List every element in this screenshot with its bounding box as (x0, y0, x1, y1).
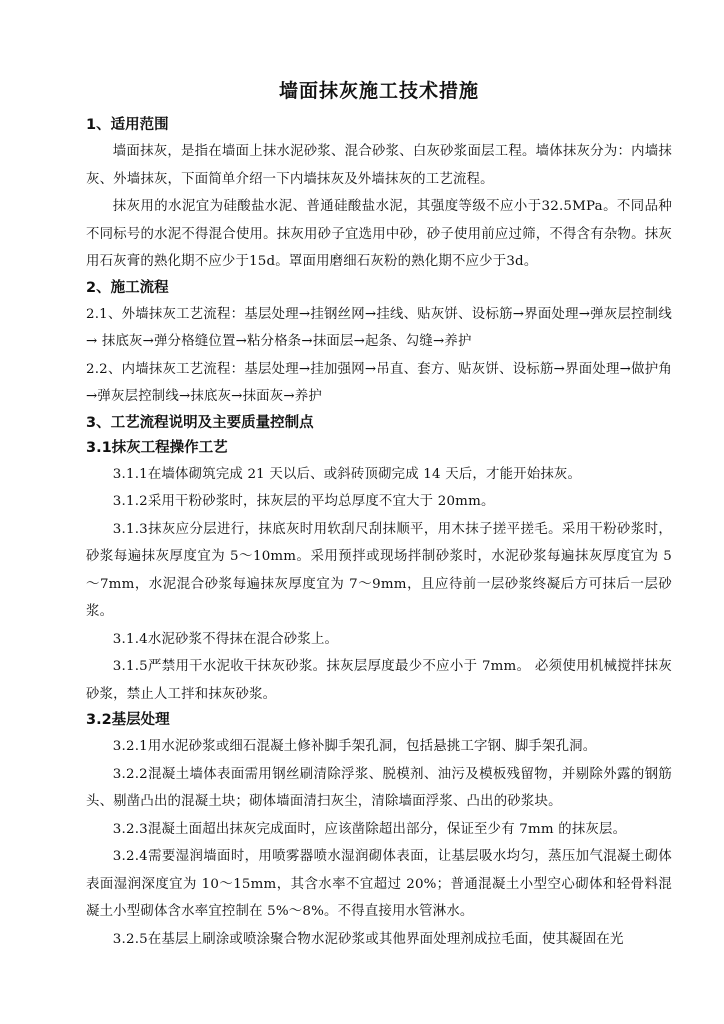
section-heading-scope: 1、适用范围 (86, 117, 169, 133)
paragraph: 墙面抹灰，是指在墙面上抹水泥砂浆、混合砂浆、白灰砂浆面层工程。墙体抹灰分为：内墙抹灰、外墙抹灰，下面简单介绍一下内墙抹灰及外墙抹灰的工艺流程。 (86, 144, 672, 187)
paragraph: 3.2.3混凝土面超出抹灰完成面时，应该凿除超出部分，保证至少有 7mm 的抹灰层。 (112, 821, 627, 837)
subsection-heading-operation: 3.1抹灰工程操作工艺 (86, 439, 228, 456)
paragraph: 3.2.2混凝土墙体表面需用钢丝刷清除浮浆、脱模剂、油污及模板残留物，并剔除外露的钢筋头、剔凿凸出的混凝土块；砌体墙面清扫灰尘，清除墙面浮浆、凸出的砂浆块。 (86, 766, 672, 809)
paragraph: 2.1、外墙抹灰工艺流程：基层处理→挂钢丝网→挂线、贴灰饼、设标筋→界面处理→弹灰层控制线→ 抹底灰→弹分格缝位置→粘分格条→抹面层→起条、勾缝→养护 (86, 306, 672, 349)
paragraph: 3.1.2采用干粉砂浆时，抹灰层的平均总厚度不宜大于 20mm。 (112, 494, 495, 509)
paragraph: 3.2.1用水泥砂浆或细石混凝土修补脚手架孔洞，包括悬挑工字钢、脚手架孔洞。 (112, 739, 597, 754)
document-title: 墙面抹灰施工技术措施 (278, 80, 479, 102)
section-heading-process: 2、施工流程 (86, 279, 169, 296)
section-heading-quality: 3、工艺流程说明及主要质量控制点 (86, 414, 314, 431)
paragraph: 抹灰用的水泥宜为硅酸盐水泥、普通硅酸盐水泥，其强度等级不应小于32.5MPa。不同品种不同标号的水泥不得混合使用。抹灰用砂子宜选用中砂，砂子使用前应过筛，不得含有杂物。抹灰用石灰膏的熟化期不应少于15d。罩面用磨细石灰粉的熟化期不应少于3d。 (86, 199, 672, 269)
paragraph: 3.1.5严禁用干水泥收干抹灰砂浆。抹灰层厚度最少不应小于 7mm。 必须使用机械搅拌抹灰砂浆，禁止人工拌和抹灰砂浆。 (86, 659, 672, 702)
paragraph: 3.1.4水泥砂浆不得抹在混合砂浆上。 (112, 631, 339, 647)
paragraph: 3.2.4需要湿润墙面时，用喷雾器喷水湿润砌体表面，让基层吸水均匀，蒸压加气混凝土砌体表面湿润深度宜为 10～15mm，其含水率不宜超过 20%；普通混凝土小型空心砌体和轻骨料混凝土小型砌体含水率宜控制在 5%～8%。不得直接用水管淋水。 (86, 849, 672, 919)
paragraph: 3.2.5在基层上刷涂或喷涂聚合物水泥砂浆或其他界面处理剂成拉毛面，使其凝固在光 (112, 931, 624, 947)
subsection-heading-base: 3.2基层处理 (86, 712, 170, 728)
paragraph: 3.1.3抹灰应分层进行，抹底灰时用软刮尺刮抹顺平，用木抹子搓平搓毛。采用干粉砂浆时，砂浆每遍抹灰厚度宜为 5～10mm。采用预拌或现场拌制砂浆时，水泥砂浆每遍抹灰厚度宜为 5～7mm，水泥混合砂浆每遍抹灰厚度宜为 7～9mm，且应待前一层砂浆终凝后方可抹后一层砂浆。 (86, 521, 672, 619)
paragraph: 3.1.1在墙体砌筑完成 21 天以后、或斜砖顶砌完成 14 天后，才能开始抹灰。 (112, 466, 582, 482)
paragraph: 2.2、内墙抹灰工艺流程：基层处理→挂加强网→吊直、套方、贴灰饼、设标筋→界面处理→做护角→弹灰层控制线→抹底灰→抹面灰→养护 (86, 361, 672, 404)
